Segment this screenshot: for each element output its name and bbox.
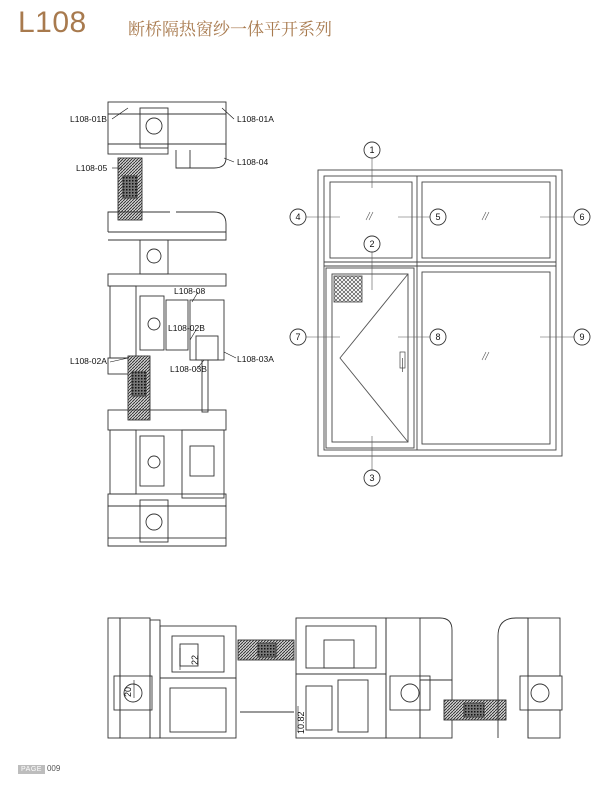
page-number: 009 (46, 764, 61, 773)
series-code: L108 (18, 6, 87, 39)
glass-marks (366, 212, 489, 360)
marker-2: 2 (369, 239, 375, 249)
dimension-lines (134, 648, 298, 732)
label-l108-03a: L108-03A (237, 354, 274, 364)
label-l108-05: L108-05 (76, 163, 108, 173)
label-l108-01a: L108-01A (237, 114, 274, 124)
marker-1: 1 (369, 145, 375, 155)
label-l108-08: L108-08 (174, 286, 206, 296)
marker-5: 5 (435, 212, 441, 222)
label-l108-02b: L108-02B (168, 323, 205, 333)
label-l108-02a: L108-02A (70, 356, 107, 366)
horizontal-section-drawing (108, 618, 562, 738)
vertical-section-drawing (108, 102, 226, 546)
dimension-10-82: 10.82 (296, 711, 306, 734)
label-l108-04: L108-04 (237, 157, 269, 167)
label-l108-01b: L108-01B (70, 114, 107, 124)
page-tag: PAGE (18, 765, 45, 774)
marker-9: 9 (579, 332, 585, 342)
marker-4: 4 (295, 212, 301, 222)
window-markers (290, 142, 590, 486)
marker-6: 6 (579, 212, 585, 222)
series-title: 断桥隔热窗纱一体平开系列 (128, 20, 332, 40)
marker-8: 8 (435, 332, 441, 342)
dimension-22: 22 (190, 654, 200, 665)
dimension-20: 20 (123, 686, 133, 697)
marker-3: 3 (369, 473, 375, 483)
page-footer (18, 764, 60, 773)
label-l108-03b: L108-03B (170, 364, 207, 374)
marker-lines (306, 158, 574, 470)
marker-7: 7 (295, 332, 301, 342)
